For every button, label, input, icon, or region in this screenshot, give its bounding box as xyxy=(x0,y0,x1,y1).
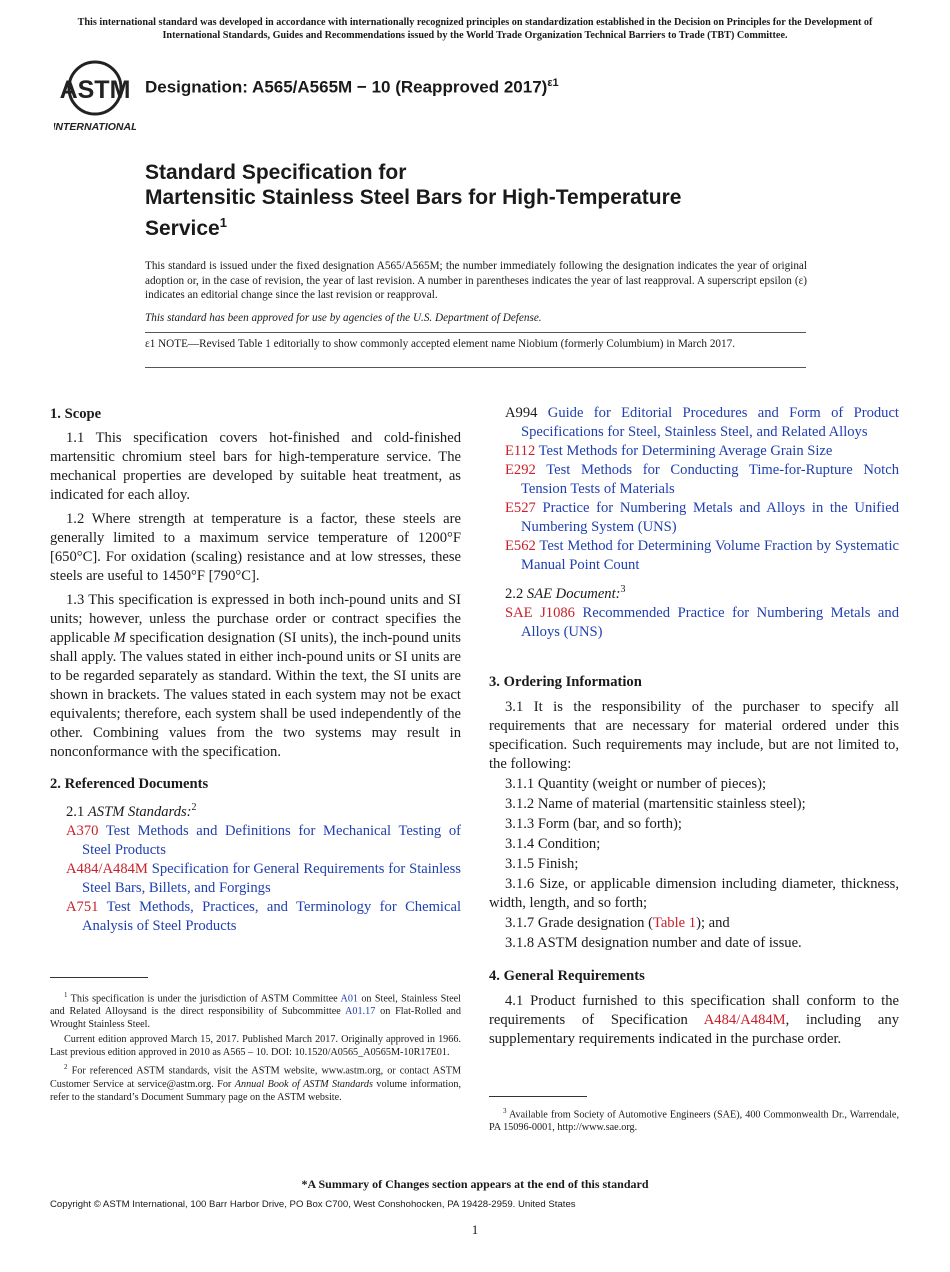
item-3-1-5: 3.1.5 Finish; xyxy=(505,856,579,872)
editorial-note xyxy=(145,337,805,352)
para-num: 2.1 xyxy=(66,803,88,820)
item-text: ); and xyxy=(696,915,730,931)
section-heading-ordering: 3. Ordering Information xyxy=(489,674,642,690)
summary-of-changes-note: *A Summary of Changes section appears at the end of this standard xyxy=(301,1177,649,1191)
divider xyxy=(145,367,806,368)
ref-title[interactable]: Test Methods, Practices, and Terminology for Chemical Analysis of Steel Products xyxy=(82,898,461,934)
ref-title[interactable]: Practice for Numbering Metals and Alloys in the Unified Numbering System (UNS) xyxy=(521,500,899,535)
logo-text: INTERNATIONAL xyxy=(54,121,136,132)
ref-a751[interactable] xyxy=(66,898,461,936)
ref-a994[interactable] xyxy=(505,404,899,442)
fn-text: For referenced ASTM standards, visit the ASTM website, www.astm.org, or contact ASTM Customer Service at service@astm.org. For xyxy=(50,1065,461,1090)
para-1-3 xyxy=(50,591,461,762)
ref-title[interactable]: Test Methods for Conducting Time-for-Rupture Notch Tension Tests of Materials xyxy=(521,462,899,497)
right-column xyxy=(505,404,899,642)
ref-e527[interactable] xyxy=(505,499,899,537)
ref-title[interactable]: Specification for General Requirements for Stainless Steel Bars, Billets, and Forgings xyxy=(82,860,461,896)
ref-title[interactable]: Guide for Editorial Procedures and Form of Product Specifications for Steel, Stainless Steel, and Related Alloys xyxy=(521,405,899,440)
item-3-1-3: 3.1.3 Form (bar, and so forth); xyxy=(505,816,682,832)
fn-text: on Flat-Rolled and Wrought Stainless Steel. xyxy=(50,1006,461,1031)
astm-reference-list xyxy=(50,822,461,936)
fn-text: volume information, refer to the standard’s Document Summary page on the ASTM website. xyxy=(50,1078,461,1103)
para-text: , including any supplementary requirements indicated in the purchase order. xyxy=(489,1012,899,1047)
para-1-2: 1.2 Where strength at temperature is a factor, these steels are generally limited to a maximum service temperature of 1200°F [650°C]. For oxidation (scaling) resistance and at low stresses, these steels are useful to 1450°F [790°C]. xyxy=(50,511,461,584)
footnote-3 xyxy=(489,1105,899,1134)
para-text: 4.1 Product furnished to this specification shall conform to the requirements of Specification xyxy=(489,993,899,1028)
reference-list-continued xyxy=(505,404,899,575)
designation-text: Designation: A565/A565M − 10 (Reapproved 2017) xyxy=(145,77,548,97)
footnote-divider xyxy=(50,977,148,978)
editorial-note-text: NOTE—Revised Table 1 editorially to show commonly accepted element name Niobium (formerly Columbium) in March 2017. xyxy=(155,338,735,350)
item-3-1-8: 3.1.8 ASTM designation number and date of issue. xyxy=(505,935,802,951)
item-3-1-4: 3.1.4 Condition; xyxy=(505,836,601,852)
item-3-1-2: 3.1.2 Name of material (martensitic stainless steel); xyxy=(505,796,806,812)
item-text: 3.1.7 Grade designation ( xyxy=(505,915,653,931)
sae-document-label xyxy=(505,580,899,604)
astm-standards-label xyxy=(50,798,461,822)
dod-approval-note: This standard has been approved for use by agencies of the U.S. Department of Defense. xyxy=(145,312,542,324)
para-4-1 xyxy=(489,992,899,1049)
para-1-1: 1.1 This specification covers hot-finished and cold-finished martensitic chromium steel bars for high-temperature service. The mechanical properties are developed by suitable heat treatment, as indicated for each alloy. xyxy=(50,430,461,503)
para-1-3-b: specification designation (SI units), the inch-pound units shall apply. The values stated in either inch-pound units or SI units are to be regarded separately as standard. Within the text, the SI units are shown in brackets. The values stated in each system may not be exact equivalents; therefore, each system shall be used independently of the other. Combining values from the two systems may result in nonconformance with the specification. xyxy=(50,630,461,760)
footnote-1-edition: Current edition approved March 15, 2017. Published March 2017. Originally approved in 1966. Last previous edition approved in 2010 as A565 – 10. DOI: 10.1520/A0565_A0565M-10R17E01. xyxy=(50,1034,461,1059)
subcommittee-link[interactable]: A01.17 xyxy=(345,1006,376,1018)
footnote-right xyxy=(489,1105,899,1136)
ref-a484[interactable] xyxy=(66,860,461,898)
sae-label-text: SAE Document: xyxy=(526,585,621,602)
ref-title[interactable]: Test Methods for Determining Average Grain Size xyxy=(535,443,833,459)
ref-code[interactable]: A994 xyxy=(505,405,538,421)
title-line-1: Standard Specification for xyxy=(145,161,407,184)
fn-mark: 2 xyxy=(64,1063,68,1072)
para-num: 2.2 xyxy=(505,585,527,602)
ref-code[interactable]: A751 xyxy=(66,898,99,915)
para-1-3-m: M xyxy=(113,630,126,646)
ref-e112[interactable] xyxy=(505,442,899,461)
item-3-1-7 xyxy=(489,914,899,933)
document-title xyxy=(145,160,865,241)
ref-code[interactable]: E112 xyxy=(505,443,536,459)
footnote-2 xyxy=(50,1061,461,1103)
section-heading-scope: 1. Scope xyxy=(50,406,102,422)
spec-link[interactable]: A484/A484M xyxy=(703,1012,786,1028)
copyright: Copyright © ASTM International, 100 Barr Harbor Drive, PO Box C700, West Conshohocken, PA 19428-2959. United States xyxy=(50,1199,576,1210)
committee-link[interactable]: A01 xyxy=(340,993,359,1005)
divider xyxy=(145,332,806,333)
ref-title[interactable]: Test Methods and Definitions for Mechanical Testing of Steel Products xyxy=(82,822,461,858)
ref-code[interactable]: SAE J1086 xyxy=(505,604,575,621)
wto-notice: This international standard was developed in accordance with internationally recognized principles on standardization established in the Decision on Principles for the Development of International Standards, Guides and Recommendations issued by the World Trade Organization Technical Barriers to Trade (TBT) Committee. xyxy=(77,17,873,41)
fn-italic: Annual Book of ASTM Standards xyxy=(234,1078,373,1090)
section-heading-general-requirements: 4. General Requirements xyxy=(489,968,645,984)
logo-letters: ASTM xyxy=(59,76,131,104)
footnotes-left xyxy=(50,989,461,1106)
footnote-1 xyxy=(50,989,461,1031)
fn-mark: 1 xyxy=(64,991,68,999)
designation-epsilon: ε1 xyxy=(547,77,559,89)
footnote-mark: 2 xyxy=(191,802,197,813)
table-1-link[interactable]: Table 1 xyxy=(652,915,697,931)
ref-code[interactable]: A370 xyxy=(66,822,99,839)
fn-text: Available from Society of Automotive Engineers (SAE), 400 Commonwealth Dr., Warrendale, PA 15096-0001, http://www.sae.org. xyxy=(489,1109,899,1134)
astm-logo xyxy=(54,58,136,132)
para-1-3-a: 1.3 This specification is expressed in both inch-pound units and SI units; however, unless the purchase order or contract specifies the applicable xyxy=(50,592,461,646)
left-column xyxy=(50,405,461,936)
section-heading-referenced-documents: 2. Referenced Documents xyxy=(50,776,209,792)
title-footnote-mark: 1 xyxy=(219,215,227,230)
right-column-sections xyxy=(489,673,899,1054)
designation xyxy=(145,77,559,98)
ref-code[interactable]: E527 xyxy=(505,500,536,516)
ref-sae-j1086[interactable] xyxy=(505,604,899,642)
footnote-mark: 3 xyxy=(620,584,626,595)
item-3-1-1: 3.1.1 Quantity (weight or number of pieces); xyxy=(505,776,766,792)
ref-a370[interactable] xyxy=(66,822,461,860)
ref-e562[interactable] xyxy=(505,537,899,575)
fn-text: on Steel, Stainless Steel and Related Alloysand is the direct responsibility of Subcommittee xyxy=(50,993,461,1018)
ref-code[interactable]: E562 xyxy=(505,538,536,554)
ref-code[interactable]: E292 xyxy=(505,462,536,478)
item-3-1-6: 3.1.6 Size, or applicable dimension including diameter, thickness, width, length, and so forth; xyxy=(489,876,899,911)
para-3-1: 3.1 It is the responsibility of the purchaser to specify all requirements that are necessary for material ordered under this specification. Such requirements may include, but are not limited to, the following: xyxy=(489,699,899,772)
intro-paragraph: This standard is issued under the fixed designation A565/A565M; the number immediately following the designation indicates the year of original adoption or, in the case of revision, the year of last revision. A number in parentheses indicates the year of last reapproval. A superscript epsilon (ε) indicates an editorial change since the last revision or reapproval. xyxy=(145,260,807,301)
epsilon-mark: ε1 xyxy=(145,338,156,350)
page-number: 1 xyxy=(471,1222,479,1237)
title-line-3: Service xyxy=(145,217,220,240)
ref-e292[interactable] xyxy=(505,461,899,499)
fn-text: This specification is under the jurisdiction of ASTM Committee xyxy=(67,993,341,1005)
astm-standards-text: ASTM Standards: xyxy=(87,803,192,820)
title-line-2: Martensitic Stainless Steel Bars for High-Temperature xyxy=(145,186,682,209)
ref-code[interactable]: A484/A484M xyxy=(66,860,148,877)
fn-mark: 3 xyxy=(503,1107,507,1115)
footnote-divider xyxy=(489,1096,587,1097)
ref-title[interactable]: Recommended Practice for Numbering Metals and Alloys (UNS) xyxy=(521,604,899,640)
ref-title[interactable]: Test Method for Determining Volume Fraction by Systematic Manual Point Count xyxy=(521,538,899,573)
